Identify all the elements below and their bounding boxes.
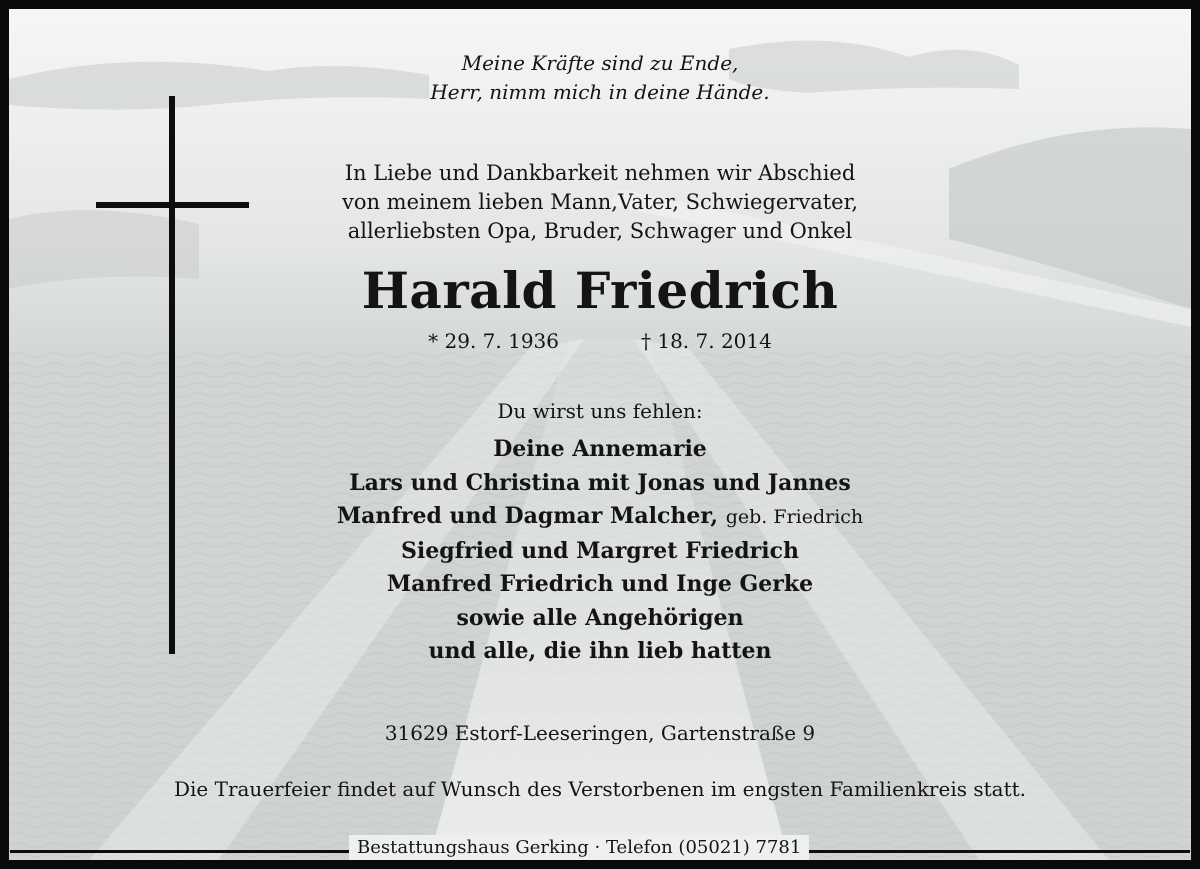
ceremony-note: Die Trauerfeier findet auf Wunsch des Verstorbenen im engsten Familienkreis statt. <box>173 777 1027 801</box>
mourner-line-1: Deine Annemarie <box>493 436 707 462</box>
life-dates <box>9 327 1191 355</box>
intro-line-2: von meinem lieben Mann,Vater, Schwiegervater, <box>341 190 859 214</box>
mourners-list <box>9 433 1191 669</box>
mourner-line-4: Siegfried und Margret Friedrich <box>401 537 799 564</box>
motto-line-2: Herr, nimm mich in deine Hände. <box>430 80 770 104</box>
birth-date: * 29. 7. 1936 <box>428 329 559 353</box>
mourner-line-3 <box>9 500 1191 535</box>
mourner-line-7: und alle, die ihn lieb hatten <box>428 638 772 664</box>
address: 31629 Estorf-Leeseringen, Gartenstraße 9 <box>384 721 816 745</box>
mourner-line-5: Manfred Friedrich und Inge Gerke <box>386 571 814 597</box>
deceased-name: Harald Friedrich <box>361 261 839 320</box>
farewell-intro <box>9 159 1191 246</box>
mourner-line-3-names: Manfred und Dagmar Malcher, <box>336 503 719 529</box>
mourners-heading: Du wirst uns fehlen: <box>497 399 703 423</box>
mourner-line-2: Lars und Christina mit Jonas und Jannes <box>349 469 851 496</box>
mourner-line-6: sowie alle Angehörigen <box>456 604 744 631</box>
funeral-home-footer: Bestattungshaus Gerking · Telefon (05021) 7781 <box>349 835 809 861</box>
intro-line-1: In Liebe und Dankbarkeit nehmen wir Abschied <box>344 161 856 185</box>
death-date: † 18. 7. 2014 <box>641 329 772 353</box>
motto-verse <box>9 49 1191 107</box>
motto-line-1: Meine Kräfte sind zu Ende, <box>461 51 739 75</box>
intro-line-3: allerliebsten Opa, Bruder, Schwager und Onkel <box>347 219 853 243</box>
mourner-line-3-birth-name: geb. Friedrich <box>725 506 864 528</box>
